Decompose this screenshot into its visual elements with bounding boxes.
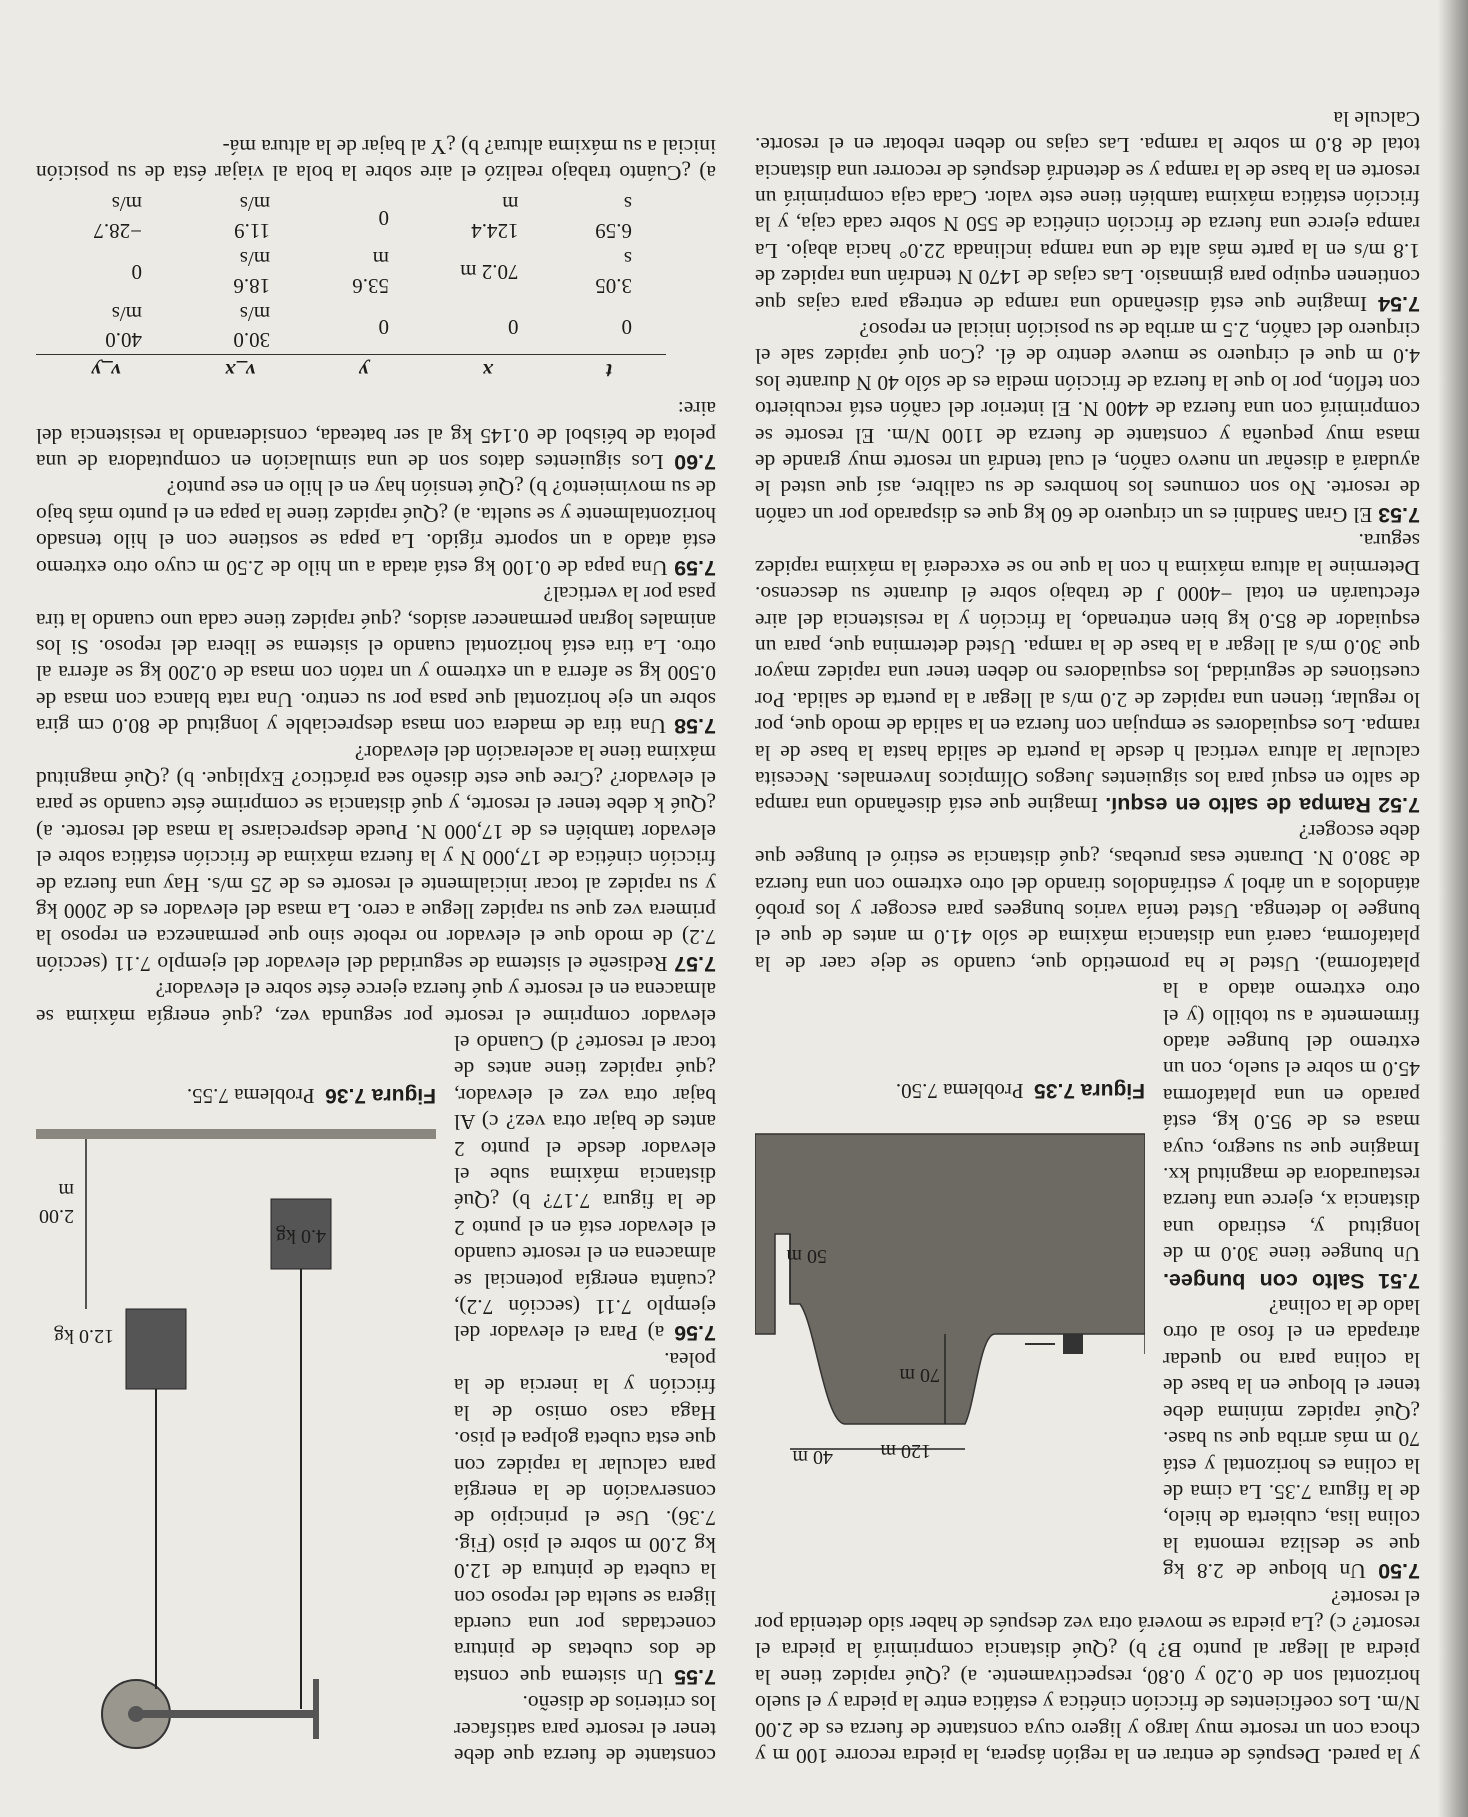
figure-label: Figura 7.35 [1034,1079,1145,1103]
cell: 0 [621,315,632,340]
cell: −28.7 m/s [93,192,142,243]
figure-7-36 [36,1049,436,1769]
header-vx: v_x [176,355,304,386]
problem-7-60 [36,396,716,475]
problem-7-58 [36,581,716,739]
cell: 6.59 s [595,192,632,243]
problem-number: 7.56 [674,1321,716,1346]
problem-7-60-questions: a) ¿Cuánto trabajo realizó el aire sobre la bola al viajar ésta de su posición inicial a su máxima altura? b) ¿Y al bajar de la altura má- [36,134,716,186]
cell: 0 [378,205,390,230]
table-row [36,245,666,300]
fig735-label-40m: 40 m [792,1446,833,1469]
problem-number: 7.51 [1378,1268,1420,1293]
figure-caption-text: Problema 7.50. [895,1079,1024,1104]
figure-7-36-caption [187,1082,436,1109]
cell: 53.6 m [352,247,390,298]
fig735-label-120m: 120 m [880,1440,931,1463]
problem-7-59 [36,475,716,581]
fig736-label-height: 2.00 m [39,1178,74,1227]
problem-number: 7.59 [674,555,716,580]
problem-text: Un bloque de 2.8 kg que se desliza remonta la colina lisa, cubierta de hielo, de la figura 7.35. La cima de la colina es horizontal y está 70 m más arriba que su base. ¿Qué rapidez mínima debe tener el bloque en la base de la colina para no quedar atrapada en el foso al otro lado de la colina? [1162,1295,1420,1584]
problem-text: Imagine que está diseñando una rampa de salto en esquí para los siguientes Juegos Olímpicos Invernales. Necesita calcular la altura vertical h desde la puerta de salida hasta la base de la rampa. Los esquiadores se empujan con fuerza en la salida de modo que, por lo regular, tienen una rapidez de 2.0 m/s al llegar a la puerta de salida. Por cuestiones de seguridad, los esquiadores no deben tener una rapidez mayor que 30.0 m/s al llegar a la base de la rampa. Usted determina que, para un esquiador de 85.0 kg bien entrenado, la fricción y la resistencia del aire efectuarán en total −4000 J de trabajo sobre él durante su descenso. Determine la altura máxima h con la que no se excederá la máxima rapidez segura. [755,529,1420,818]
cell: 30.0 m/s [233,302,271,353]
cell: 40.0 m/s [105,302,142,353]
table-header-row [36,355,666,386]
continued-problem-text: constante de fuerza que debe tener el resorte para satisfacer los criterios de diseño. [454,1691,716,1768]
figure-7-35 [755,994,1145,1469]
problem-number: 7.53 [1378,502,1420,527]
cell: 0 [507,315,519,340]
figure-7-35-caption [896,1077,1145,1104]
bucket-12kg [126,1309,186,1389]
problem-text: Un bungee tiene 30.0 m de longitud y, estirado una distancia x, ejerce una fuerza restauradora de magnitud kx. Imagine que su suegro, cuya masa es de 95.0 kg, está parado en una plataforma 45.0 m sobre el suelo, con un extremo del bungee atado firmemente a su tobillo (y el otro extremo atado a la plataforma). Usted le ha prometido que, cuando se deje caer de la plataforma, caerá una distancia máxima de sólo 41.0 m antes de que el bungee lo detenga. Usted tenía varios bungees para escoger y los probó atándolos a un árbol y estirándolos tirando del otro extremo con una fuerza de 380.0 N. Durante esas pruebas, ¿qué distancia se estiró el bungee que debe escoger? [755,819,1420,1267]
problem-number: 7.54 [1378,291,1420,316]
problem-text: Una papa de 0.100 kg está atada a un hilo de 2.50 m cuyo otro extremo está atado a un soporte rígido. La papa se sostiene con el hilo tensado horizontalmente y se suelta. a) ¿Qué rapidez tiene la papa en el punto más bajo de su movimiento? b) ¿Qué tensión hay en el hilo en ese punto? [35,476,716,580]
table-row [36,300,666,355]
pulley-diagram [36,1129,436,1769]
problem-text: a) Para el elevador del ejemplo 7.11 (sección 7.2), ¿cuánta energía potencial se almacena en el resorte cuando el elevador está en el punto 2 de la figura 7.17? b) ¿Qué distancia máxima sube el elevador desde el punto 2 antes de bajar otra vez? c) Al bajar otra vez el elevador, ¿qué rapidez tiene antes de tocar el resorte? d) Cuando el elevador comprime el resorte por segunda vez, ¿qué energía máxima se almacena en el resorte y qué fuerza ejerce éste sobre el elevador? [36,978,716,1346]
problem-number: 7.60 [674,450,716,475]
header-y: y [304,355,423,386]
left-column [755,105,1420,1769]
problem-text: Un sistema que consta de dos cubetas de pintura conectadas por una cuerda ligera se suelta del reposo con la cubeta de pintura de 12.0 kg 2.00 m sobre el piso (Fig. 7.36). Use el principio de conservación de la energía para calcular la rapidez con que esta cubeta golpea el piso. Haga caso omiso de la fricción y la inercia de la polea. [454,1347,716,1689]
fig735-label-50m: 50 m [786,1245,827,1268]
continued-problem-text: y la pared. Después de entrar en la región áspera, la piedra recorre 100 m y choca con un resorte muy largo y ligero cuya constante de fuerza es de 2.00 N/m. Los coeficientes de fricción cinética y estática entre la piedra y el suelo horizontal son de 0.20 y 0.80, respectivamente. a) ¿Qué rapidez tiene la piedra al llegar al punto B? b) ¿Qué distancia comprimirá la piedra el resorte? c) ¿La piedra se moverá otra vez después de haber sido detenida por el resorte? [755,1585,1420,1768]
right-column [36,133,716,1769]
cell: 11.9 m/s [234,192,271,243]
cell: 124.4 m [471,192,519,243]
problem-text: El Gran Sandini es un cirquero de 60 kg que es disparado por un cañón de resorte. No son comunes los hombres de su calibre, así que usted le ayudará a diseñar un nuevo cañón, el cual tendrá un resorte muy grande de masa muy pequeña y constante de fuerza de 1100 N/m. El resorte se comprimirá con una fuerza de 4400 N. El interior del cañón está recubierto con teflón, por lo que la fuerza de fricción media es de sólo 40 N durante los 4.0 m que el cirquero se mueve dentro de él. ¿Con qué rapidez sale el cirquero del cañón, 2.5 m arriba de su posición inicial en reposo? [754,318,1420,527]
problem-number: 7.52 [1378,793,1420,818]
problem-text: Los siguientes datos son de una simulación en computadora de una pelota de béisbol de 0.145 kg al ser bateada, considerando la resistencia del aire: [36,397,716,475]
cell: 18.6 m/s [233,247,271,298]
fig736-label-12kg: 12.0 kg [54,1325,114,1347]
problem-text: Una tira de madera con masa despreciable y longitud de 80.0 cm gira sobre un eje horizontal que pasa por su centro. Una rata blanca con masa de 0.500 kg se aferra a un extremo y un ratón con masa de 0.200 kg se aferra al otro. La tira está horizontal cuando el sistema se libera del reposo. Si los animales logran permanecer asidos, ¿qué rapidez tiene cada uno cuando la tira pasa por la vertical? [36,582,716,739]
problem-text: Imagine que está diseñando una rampa de entrega para cajas que contienen equipo para gimnasio. Las cajas de 1470 N tendrán una rapidez de 1.8 m/s en la parte más alta de una rampa inclinada 22.0° hacia abajo. La rampa ejerce una fuerza de fricción cinética de 550 N sobre cada caja, y la fricción estática máxima también tiene este valor. Cada caja comprimirá un resorte en la base de la rampa y se detendrá después de recorrer una distancia total de 8.0 m sobre la rampa. Las cajas no deben rebotar en el resorte. Calcule la [755,106,1420,316]
cell: 70.2 m [460,260,519,285]
problem-title: Salto con bungee. [1163,1268,1365,1293]
cell: 3.05 s [595,247,632,298]
page-spine-shadow [1438,0,1468,1817]
figure-caption-text: Problema 7.55. [186,1084,315,1108]
fig735-label-70m: 70 m [899,1364,940,1387]
floor [36,1129,436,1139]
header-t: t [552,355,666,386]
problem-number: 7.50 [1378,1559,1420,1584]
block [1063,1334,1083,1354]
problem-number: 7.58 [674,714,716,739]
cell: 0 [378,315,390,340]
hill-shape [755,1134,1145,1424]
problem-7-54 [755,105,1420,316]
simulation-data-table [36,190,666,386]
problem-number: 7.55 [674,1664,716,1689]
problem-text: Rediseñe el sistema de seguridad del elevador del ejemplo 7.11 (sección 7.2) de modo que el elevador no rebote sino que permanezca en reposo la primera vez que su rapidez llegue a cero. La masa del elevador es de 2000 kg y su rapidez al tocar inicialmente el resorte es de 25 m/s. Hay una fuerza de fricción cinética de 17,000 N y la fuerza máxima de fricción estática sobre el elevador también es de 17,000 N. Puede despreciarse la masa del resorte. a) ¿Qué k debe tener el resorte, y qué distancia se comprime éste cuando se para el elevador? ¿Cree que este diseño sea práctico? Explique. b) ¿Qué magnitud máxima tiene la aceleración del elevador? [35,740,716,976]
table-row [36,190,666,245]
problem-7-52 [755,528,1420,818]
problem-title: Rampa de salto en esquí. [1105,793,1371,818]
problem-7-53 [755,317,1420,528]
figure-label: Figura 7.36 [325,1084,436,1107]
hill-diagram [755,1124,1145,1464]
header-x: x [423,355,552,386]
header-vy: v_y [36,355,176,386]
fig736-label-4kg: 4.0 kg [276,1225,326,1247]
problem-number: 7.57 [674,951,716,976]
problem-7-57 [36,739,716,977]
cell: 0 [131,260,142,285]
